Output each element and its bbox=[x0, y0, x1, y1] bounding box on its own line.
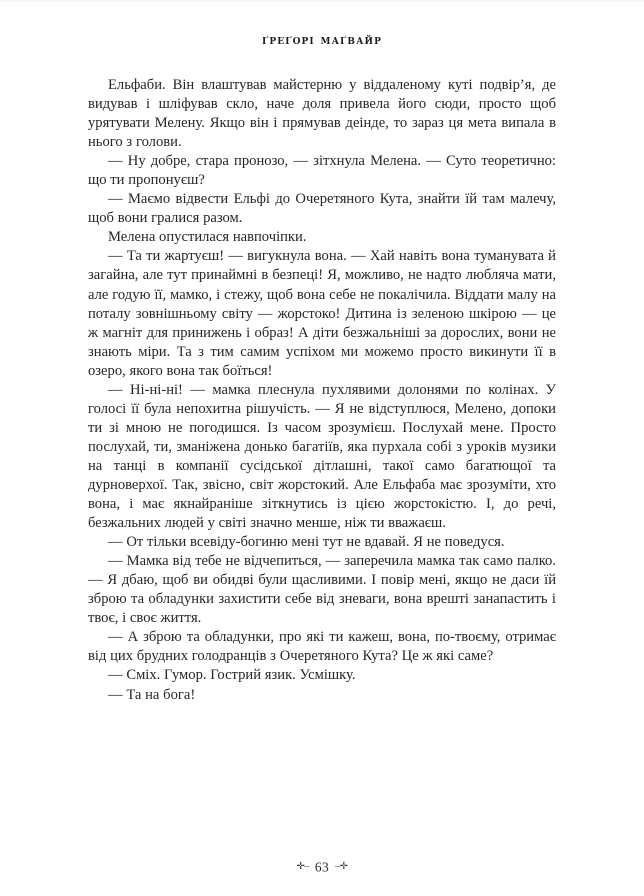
body-text-block bbox=[88, 76, 556, 705]
paragraph: — А зброю та обладунки, про які ти кажеш, вона, по-твоєму, отримає від цих брудних голодранців з Очеретяного Кута? Це ж які саме? bbox=[88, 629, 556, 665]
ornament-left-icon: ✛– bbox=[296, 861, 309, 873]
paragraph: Ельфаби. Він влаштував майстерню у віддаленому куті подвір’я, де видував і шліфував скло, наче доля привела його сюди, просто щоб урятувати Мелену. Якщо він і прямував деінде, то зараз ця мета випала в нього з голови. bbox=[88, 77, 556, 151]
paragraph: — От тільки всевіду-богиню мені тут не вдавай. Я не поведуся. bbox=[108, 534, 505, 551]
paragraph: Мелена опустилася навпочіпки. bbox=[108, 229, 307, 246]
paragraph: — Та на бога! bbox=[108, 686, 196, 703]
paragraph: — Маємо відвести Ельфі до Очеретяного Кута, знайти їй там малечу, щоб вони гралися разом. bbox=[88, 191, 556, 227]
paragraph: — Ну добре, стара пронозо, — зітхнула Мелена. — Суто теоретично: що ти пропонуєш? bbox=[88, 153, 556, 189]
paragraph: — Сміх. Гумор. Гострий язик. Усмішку. bbox=[108, 667, 356, 684]
running-head-author: ґреґорі маґвайр bbox=[261, 32, 383, 48]
paragraph: — Мамка від тебе не відчепиться, — заперечила мамка так само палко. — Я дбаю, щоб ви обидві були щасливими. І повір мені, якщо не даси їй зброю та обладунки захистити себе від зневаги, вона врешті занапастить і твоє, і своє життя. bbox=[88, 553, 556, 627]
scan-edge-artifact bbox=[0, 0, 644, 3]
ornament-right-icon: –✛ bbox=[335, 861, 348, 873]
paragraph: — Та ти жартуєш! — вигукнула вона. — Хай навіть вона туманувата й загайна, але тут принаймні в безпеці! Я, можливо, не надто любляча мати, але годую її, мамко, і стежу, щоб вона себе не покалічила. Віддати малу на поталу зовнішньому світу — жорстоко! Дитина із зеленою шкірою — це ж магніт для принижень і образ! А діти безжальніші за дорослих, вони не знають міри. Та з тим самим успіхом ми можемо просто викинути її в озеро, якого вона так боїться! bbox=[88, 248, 556, 379]
page-number: 63 bbox=[314, 859, 330, 875]
page-footer bbox=[88, 858, 556, 876]
paragraph: — Ні-ні-ні! — мамка плеснула пухлявими долонями по колінах. У голосі її була непохитна рішучість. — Я не відступлюся, Мелено, допоки ти зі мною не погодишся. Із часом зрозумієш. Послухай мене. Просто послухай, ти, зманіжена донько багатіїв, яка пурхала собі з уроків музики на танці в компанії сусідської дітлашні, такої само багатющої та дурноверхої. Так, звісно, світ жорстокий. Але Ельфаба має зрозуміти, хто вона, і має якнайраніше зіткнутись із цією жорстокістю. І, до речі, безжальних людей у світі значно менше, ніж ти вважаєш. bbox=[88, 381, 556, 532]
